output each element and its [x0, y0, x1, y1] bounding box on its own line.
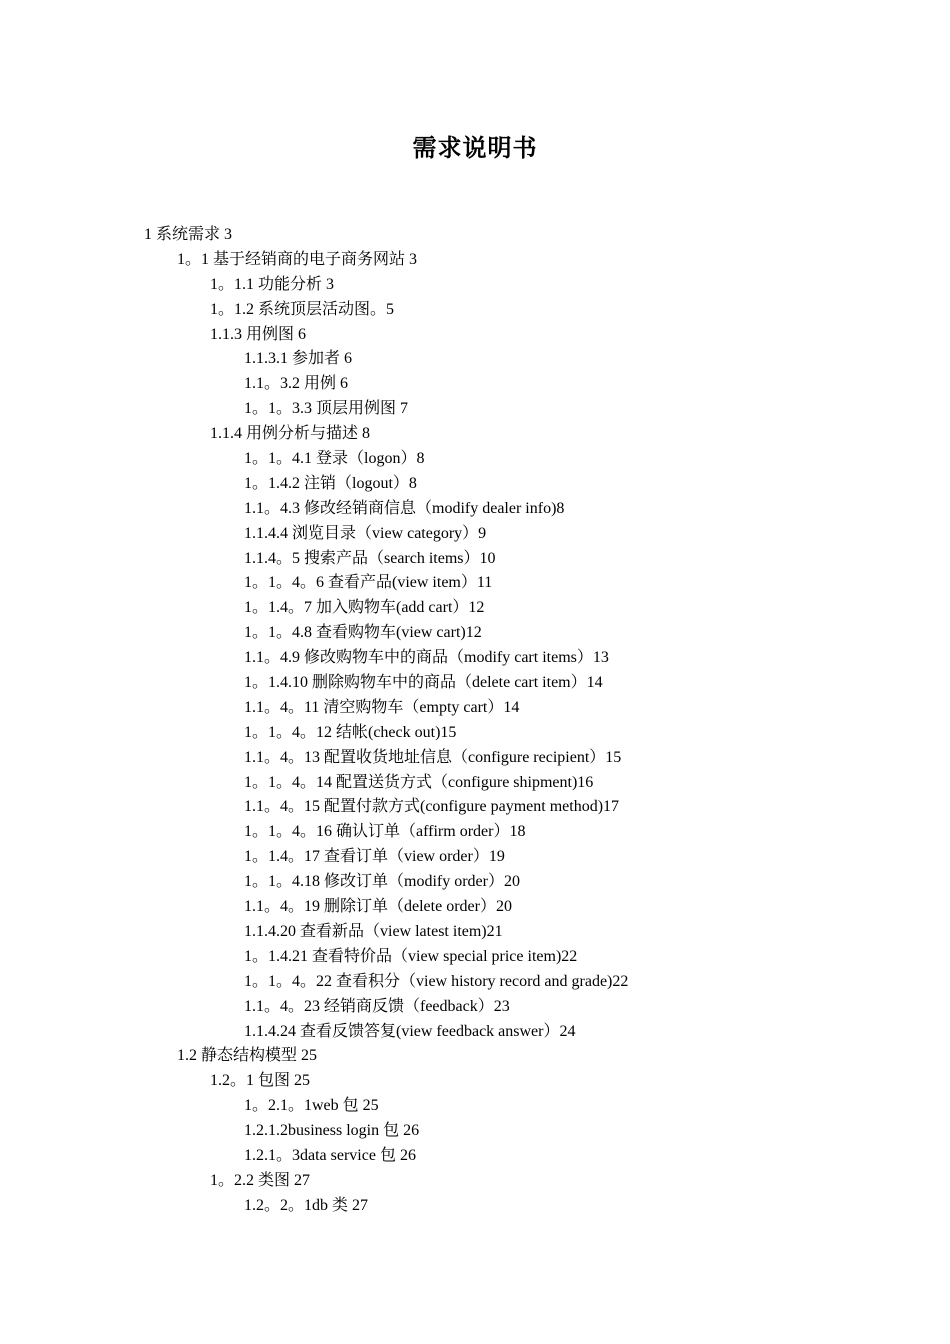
toc-entry[interactable]: 1。2.2 类图 27	[210, 1171, 311, 1189]
toc-entry[interactable]: 1。1.4。17 查看订单（view order）19	[244, 848, 505, 866]
toc-entry[interactable]: 1.1。4。13 配置收货地址信息（configure recipient）15	[244, 748, 622, 766]
toc-entry[interactable]: 1。1.4.10 删除购物车中的商品（delete cart item）14	[244, 674, 603, 692]
toc-entry[interactable]: 1.1。4。23 经销商反馈（feedback）23	[244, 997, 510, 1015]
toc-entry[interactable]: 1.1.3 用例图 6	[210, 325, 307, 343]
toc-entry[interactable]: 1.1。4。11 清空购物车（empty cart）14	[244, 698, 520, 716]
toc-entry[interactable]: 1.1。4。15 配置付款方式(configure payment method)17	[244, 798, 620, 816]
toc-entry[interactable]: 1.1。4.3 修改经销商信息（modify dealer info)8	[244, 499, 565, 517]
toc-entry[interactable]: 1。2.1。1web 包 25	[244, 1097, 379, 1115]
toc-entry[interactable]: 1 系统需求 3	[144, 226, 233, 243]
toc-entry[interactable]: 1.2.1.2business login 包 26	[244, 1122, 420, 1140]
toc-entry[interactable]: 1。1。4。22 查看积分（view history record and grade)22	[244, 972, 629, 990]
toc-entry[interactable]: 1。1。3.3 顶层用例图 7	[244, 400, 409, 418]
toc-entry[interactable]: 1。1 基于经销商的电子商务网站 3	[177, 250, 418, 268]
toc-entry[interactable]: 1。1.4.21 查看特价品（view special price item)22	[244, 947, 578, 965]
toc-entry[interactable]: 1.1。4。19 删除订单（delete order）20	[244, 898, 512, 916]
toc-entry[interactable]: 1。1。4。16 确认订单（affirm order）18	[244, 823, 526, 841]
document-title: 需求说明书	[412, 136, 538, 162]
toc-entry[interactable]: 1。1。4.8 查看购物车(view cart)12	[244, 624, 482, 642]
toc-entry[interactable]: 1.1.4.20 查看新品（view latest item)21	[244, 922, 503, 940]
toc-entry[interactable]: 1.2.1。3data service 包 26	[244, 1146, 416, 1164]
toc-entry[interactable]: 1.1.3.1 参加者 6	[244, 350, 353, 368]
toc-entry[interactable]: 1.1.4 用例分析与描述 8	[210, 425, 371, 443]
toc-entry[interactable]: 1.1。3.2 用例 6	[244, 375, 349, 393]
toc-entry[interactable]: 1.2。1 包图 25	[210, 1072, 311, 1090]
toc-entry[interactable]: 1。1。4。12 结帐(check out)15	[244, 723, 457, 741]
toc-entry[interactable]: 1.1。4.9 修改购物车中的商品（modify cart items）13	[244, 649, 609, 667]
toc-entry[interactable]: 1。1。4。6 查看产品(view item）11	[244, 574, 493, 592]
toc-entry[interactable]: 1.1.4.24 查看反馈答复(view feedback answer）24	[244, 1022, 576, 1040]
toc-entry[interactable]: 1。1。4。14 配置送货方式（configure shipment)16	[244, 773, 594, 791]
toc-entry[interactable]: 1。1。4.18 修改订单（modify order）20	[244, 873, 520, 891]
toc-entry[interactable]: 1。1.1 功能分析 3	[210, 275, 335, 293]
toc-entry[interactable]: 1.2。2。1db 类 27	[244, 1196, 369, 1214]
toc-entry[interactable]: 1.2 静态结构模型 25	[177, 1047, 318, 1065]
toc-entry[interactable]: 1。1.4.2 注销（logout）8	[244, 474, 417, 492]
toc-entry[interactable]: 1.1.4。5 搜索产品（search items）10	[244, 549, 496, 567]
table-of-contents	[0, 223, 950, 1219]
toc-entry[interactable]: 1.1.4.4 浏览目录（view category）9	[244, 524, 487, 542]
toc-entry[interactable]: 1。1.2 系统顶层活动图。5	[210, 300, 395, 318]
toc-entry[interactable]: 1。1.4。7 加入购物车(add cart）12	[244, 599, 485, 617]
toc-entry[interactable]: 1。1。4.1 登录（logon）8	[244, 450, 425, 468]
